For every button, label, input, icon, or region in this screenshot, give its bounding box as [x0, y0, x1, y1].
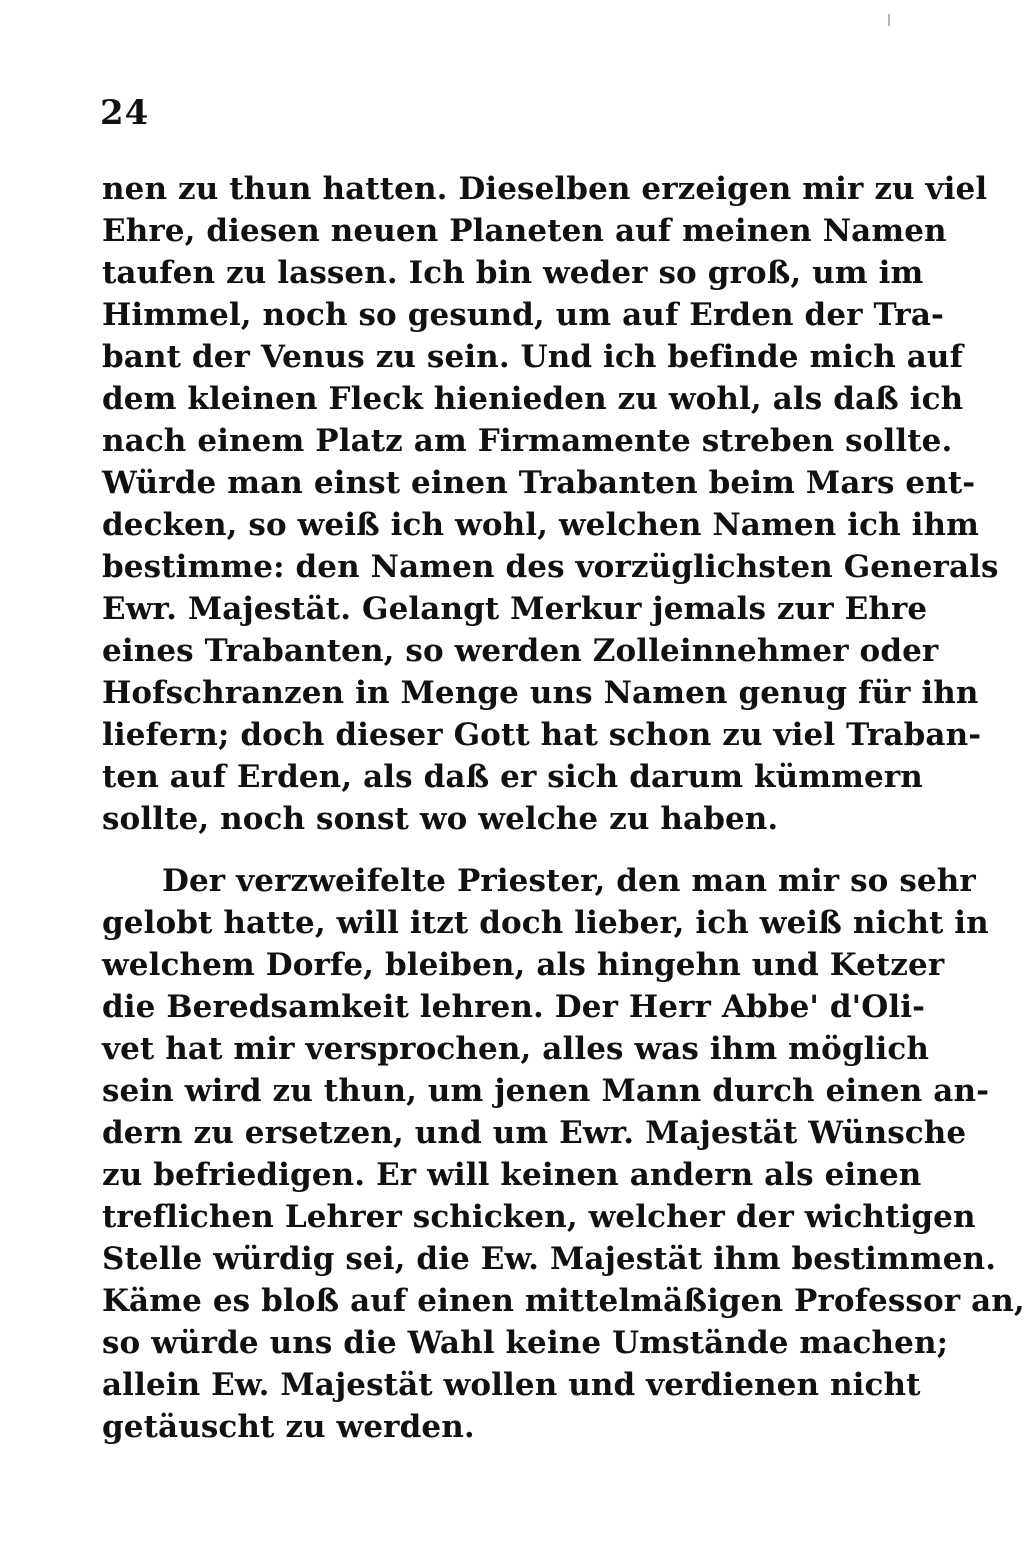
text-line: vet hat mir versprochen, alles was ihm möglich	[102, 1031, 930, 1067]
text-line: welchem Dorfe, bleiben, als hingehn und Ketzer	[102, 947, 945, 983]
text-line: Hofschranzen in Menge uns Namen genug für ihn	[102, 675, 979, 711]
text-line: sein wird zu thun, um jenen Mann durch einen an-	[102, 1073, 990, 1109]
text-line: nen zu thun hatten. Dieselben erzeigen mir zu viel	[102, 171, 988, 207]
text-line: treflichen Lehrer schicken, welcher der wichtigen	[102, 1199, 976, 1235]
text-line: sollte, noch sonst wo welche zu haben.	[102, 801, 779, 837]
text-line: nach einem Platz am Firmamente streben sollte.	[102, 423, 953, 459]
text-line: getäuscht zu werden.	[102, 1409, 475, 1445]
text-line: allein Ew. Majestät wollen und verdienen nicht	[102, 1367, 921, 1403]
text-line: Stelle würdig sei, die Ew. Majestät ihm bestimmen.	[102, 1241, 997, 1277]
text-line: Der verzweifelte Priester, den man mir so sehr	[162, 863, 976, 899]
text-line: dem kleinen Fleck hienieden zu wohl, als daß ich	[102, 381, 964, 417]
paragraph	[102, 860, 1025, 1448]
text-line: die Beredsamkeit lehren. Der Herr Abbe' d'Oli-	[102, 989, 926, 1025]
text-line: decken, so weiß ich wohl, welchen Namen ich ihm	[102, 507, 980, 543]
paragraph	[102, 168, 999, 840]
body-text	[102, 168, 1025, 1448]
text-line: Himmel, noch so gesund, um auf Erden der Tra-	[102, 297, 944, 333]
paragraph-spacer	[102, 840, 818, 860]
page-number: 24	[100, 93, 150, 133]
text-line: dern zu ersetzen, und um Ewr. Majestät Wünsche	[102, 1115, 967, 1151]
scan-edge-mark	[888, 14, 890, 26]
text-line: Würde man einst einen Trabanten beim Mars ent-	[102, 465, 976, 501]
text-line: taufen zu lassen. Ich bin weder so groß, um im	[102, 255, 924, 291]
text-line: Ewr. Majestät. Gelangt Merkur jemals zur Ehre	[102, 591, 928, 627]
text-line: ten auf Erden, als daß er sich darum kümmern	[102, 759, 923, 795]
text-line: so würde uns die Wahl keine Umstände machen;	[102, 1325, 949, 1361]
text-line: eines Trabanten, so werden Zolleinnehmer oder	[102, 633, 939, 669]
text-line: Käme es bloß auf einen mittelmäßigen Professor an,	[102, 1283, 1025, 1319]
text-line: gelobt hatte, will itzt doch lieber, ich weiß nicht in	[102, 905, 989, 941]
text-line: liefern; doch dieser Gott hat schon zu viel Traban-	[102, 717, 982, 753]
text-line: bant der Venus zu sein. Und ich befinde mich auf	[102, 339, 964, 375]
text-line: Ehre, diesen neuen Planeten auf meinen Namen	[102, 213, 947, 249]
text-line: zu befriedigen. Er will keinen andern als einen	[102, 1157, 922, 1193]
text-line: bestimme: den Namen des vorzüglichsten Generals	[102, 549, 999, 585]
